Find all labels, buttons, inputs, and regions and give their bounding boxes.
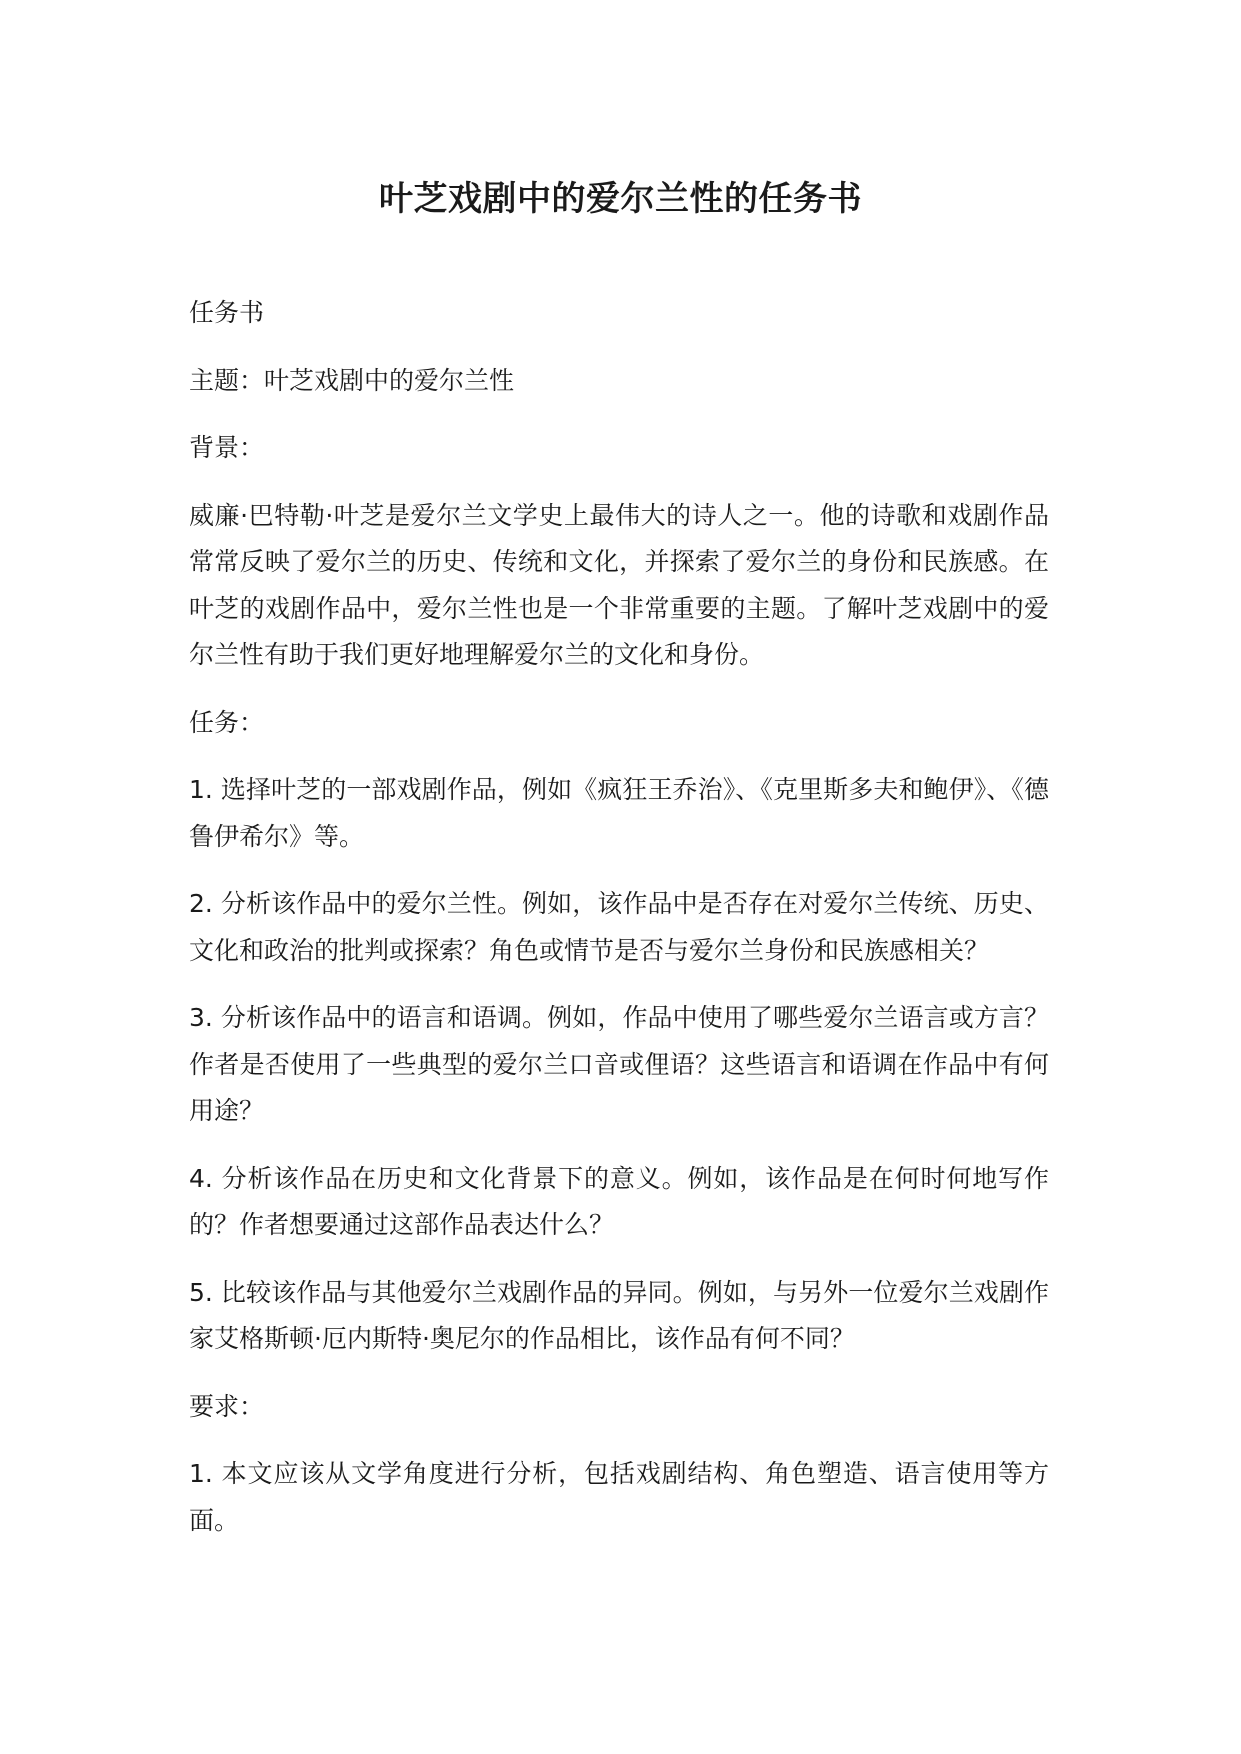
task-item-5: 5. 比较该作品与其他爱尔兰戏剧作品的异同。例如，与另外一位爱尔兰戏剧作家艾格斯顿·厄内斯特·奥尼尔的作品相比，该作品有何不同？ xyxy=(189,1277,1049,1353)
paragraph-background-text: 威廉·巴特勒·叶芝是爱尔兰文学史上最伟大的诗人之一。他的诗歌和戏剧作品常常反映了爱尔兰的历史、传统和文化，并探索了爱尔兰的身份和民族感。在叶芝的戏剧作品中，爱尔兰性也是一个非常重要的主题。了解叶芝戏剧中的爱尔兰性有助于我们更好地理解爱尔兰的文化和身份。 xyxy=(189,500,1049,669)
document-title: 叶芝戏剧中的爱尔兰性的任务书 xyxy=(379,179,862,219)
paragraph-topic: 主题：叶芝戏剧中的爱尔兰性 xyxy=(189,365,515,395)
requirement-item-1: 1. 本文应该从文学角度进行分析，包括戏剧结构、角色塑造、语言使用等方面。 xyxy=(189,1459,1049,1535)
task-item-4: 4. 分析该作品在历史和文化背景下的意义。例如，该作品是在何时何地写作的？作者想要通过这部作品表达什么？ xyxy=(189,1163,1049,1239)
task-item-2: 2. 分析该作品中的爱尔兰性。例如，该作品中是否存在对爱尔兰传统、历史、文化和政治的批判或探索？角色或情节是否与爱尔兰身份和民族感相关？ xyxy=(189,889,1049,965)
document-body xyxy=(189,290,1049,1565)
paragraph-label: 任务书 xyxy=(189,298,265,327)
paragraph-task-heading: 任务： xyxy=(189,707,265,737)
task-item-3: 3. 分析该作品中的语言和语调。例如，作品中使用了哪些爱尔兰语言或方言？作者是否使用了一些典型的爱尔兰口音或俚语？这些语言和语调在作品中有何用途？ xyxy=(189,1003,1049,1125)
paragraph-background-heading: 背景： xyxy=(189,433,265,462)
task-item-1: 1. 选择叶芝的一部戏剧作品，例如《疯狂王乔治》、《克里斯多夫和鲍伊》、《德鲁伊希尔》等。 xyxy=(189,775,1049,851)
paragraph-requirements-heading: 要求： xyxy=(189,1391,265,1421)
